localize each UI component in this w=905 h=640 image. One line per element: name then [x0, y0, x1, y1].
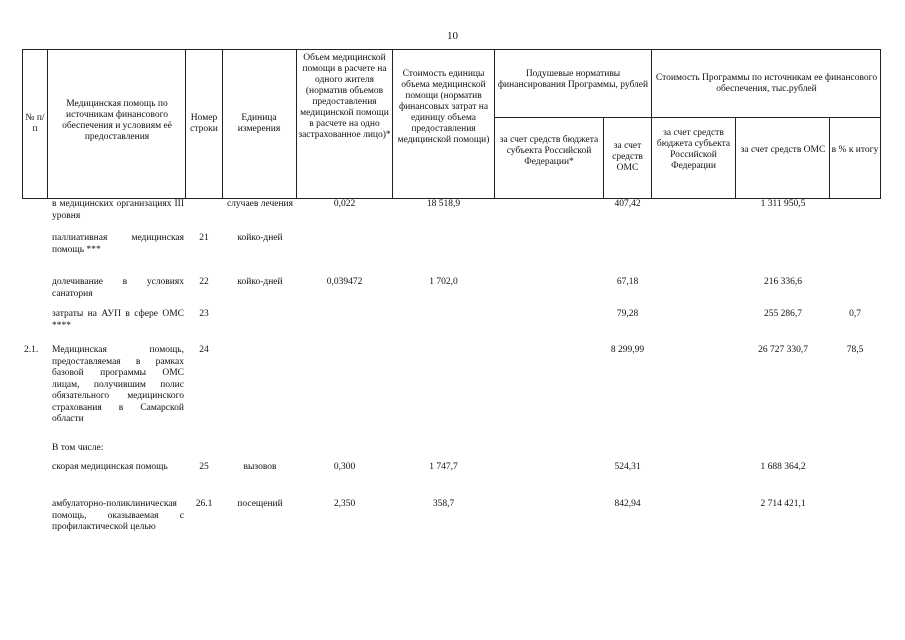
header-row-number: Номер строки	[190, 113, 218, 134]
cell-row: 22	[199, 277, 209, 287]
cell-name: в медицинских организациях III уровня	[52, 199, 184, 221]
header-norms-group: Подушевые нормативы финансирования Программы, рублей	[497, 69, 649, 90]
cell-norms-oms: 407,42	[614, 199, 641, 209]
cell-norms-oms: 842,94	[614, 499, 641, 509]
cell-name: скорая медицинская помощь	[52, 462, 168, 472]
cell-name: амбулаторно-поликлиническая помощь, оказываемая с профилактической целью	[52, 499, 184, 532]
cell-cost: 358,7	[432, 499, 455, 509]
header-program-oms: за счет средств ОМС	[740, 145, 826, 155]
cell-row: 21	[199, 233, 209, 243]
header-norms-budget: за счет средств бюджета субъекта Российской Федерации*	[499, 135, 599, 167]
header-program-pct: в % к итогу	[831, 145, 879, 155]
cell-program-oms: 1 311 950,5	[760, 199, 806, 209]
cell-volume: 0,039472	[326, 277, 363, 287]
header-cost: Стоимость единицы объема медицинской помощи (норматив финансовых затрат на единицу объема предоставления медицинской помощи)	[397, 69, 490, 145]
cell-cost: 1 747,7	[429, 462, 458, 472]
cell-program-oms: 255 286,7	[764, 309, 802, 319]
cell-unit: койко-дней	[237, 233, 283, 243]
header-volume: Объем медицинской помощи в расчете на одного жителя (норматив объемов предоставления медицинской помощи в расчете на одно застрахованное лицо)*	[298, 53, 391, 140]
cell-norms-oms: 67,18	[616, 277, 639, 287]
cell-program-oms: 1 688 364,2	[760, 462, 806, 472]
cell-name: паллиативная медицинская помощь ***	[52, 233, 184, 255]
cell-program-oms: 216 336,6	[764, 277, 802, 287]
cell-program-pct: 0,7	[849, 309, 861, 319]
cell-unit: койко-дней	[237, 277, 283, 287]
cell-norms-oms: 79,28	[616, 309, 639, 319]
cell-program-pct: 78,5	[846, 345, 864, 355]
header-unit: Единица измерения	[237, 113, 281, 134]
cell-name: затраты на АУП в сфере ОМС ****	[52, 309, 184, 331]
cell-unit: случаев лечения	[226, 199, 294, 209]
cell-cost: 1 702,0	[429, 277, 458, 287]
cell-volume: 2,350	[333, 499, 356, 509]
cell-unit: посещений	[237, 499, 283, 509]
cell-row: 24	[199, 345, 209, 355]
header-program-budget: за счет средств бюджета субъекта Российской Федерации	[656, 128, 731, 171]
cell-row: 23	[199, 309, 209, 319]
cell-program-oms: 2 714 421,1	[760, 499, 806, 509]
cell-unit: вызовов	[243, 462, 277, 472]
cell-row: 25	[199, 462, 209, 472]
header-num: № п/п	[25, 113, 45, 134]
header-program-group: Стоимость Программы по источникам ее финансового обеспечения, тыс.рублей	[655, 73, 878, 94]
cell-program-oms: 26 727 330,7	[758, 345, 808, 355]
cell-cost: 18 518,9	[426, 199, 461, 209]
cell-num: 2.1.	[24, 345, 39, 355]
cell-name: В том числе:	[52, 443, 104, 453]
page-number: 10	[447, 30, 458, 42]
header-norms-oms: за счет средств ОМС	[612, 141, 643, 173]
cell-norms-oms: 524,31	[614, 462, 641, 472]
cell-row: 26.1	[195, 499, 213, 509]
header-medical-care: Медицинская помощь по источникам финансового обеспечения и условиям её предоставления	[62, 99, 172, 142]
cell-name: Медицинская помощь, предоставляемая в рамках базовой программы ОМС лицам, получившим полис обязательного медицинского страхования в Самарской области	[52, 345, 184, 424]
cell-volume: 0,022	[333, 199, 356, 209]
cell-name: долечивание в условиях санатория	[52, 277, 184, 299]
cell-volume: 0,300	[333, 462, 356, 472]
cell-norms-oms: 8 299,99	[610, 345, 645, 355]
